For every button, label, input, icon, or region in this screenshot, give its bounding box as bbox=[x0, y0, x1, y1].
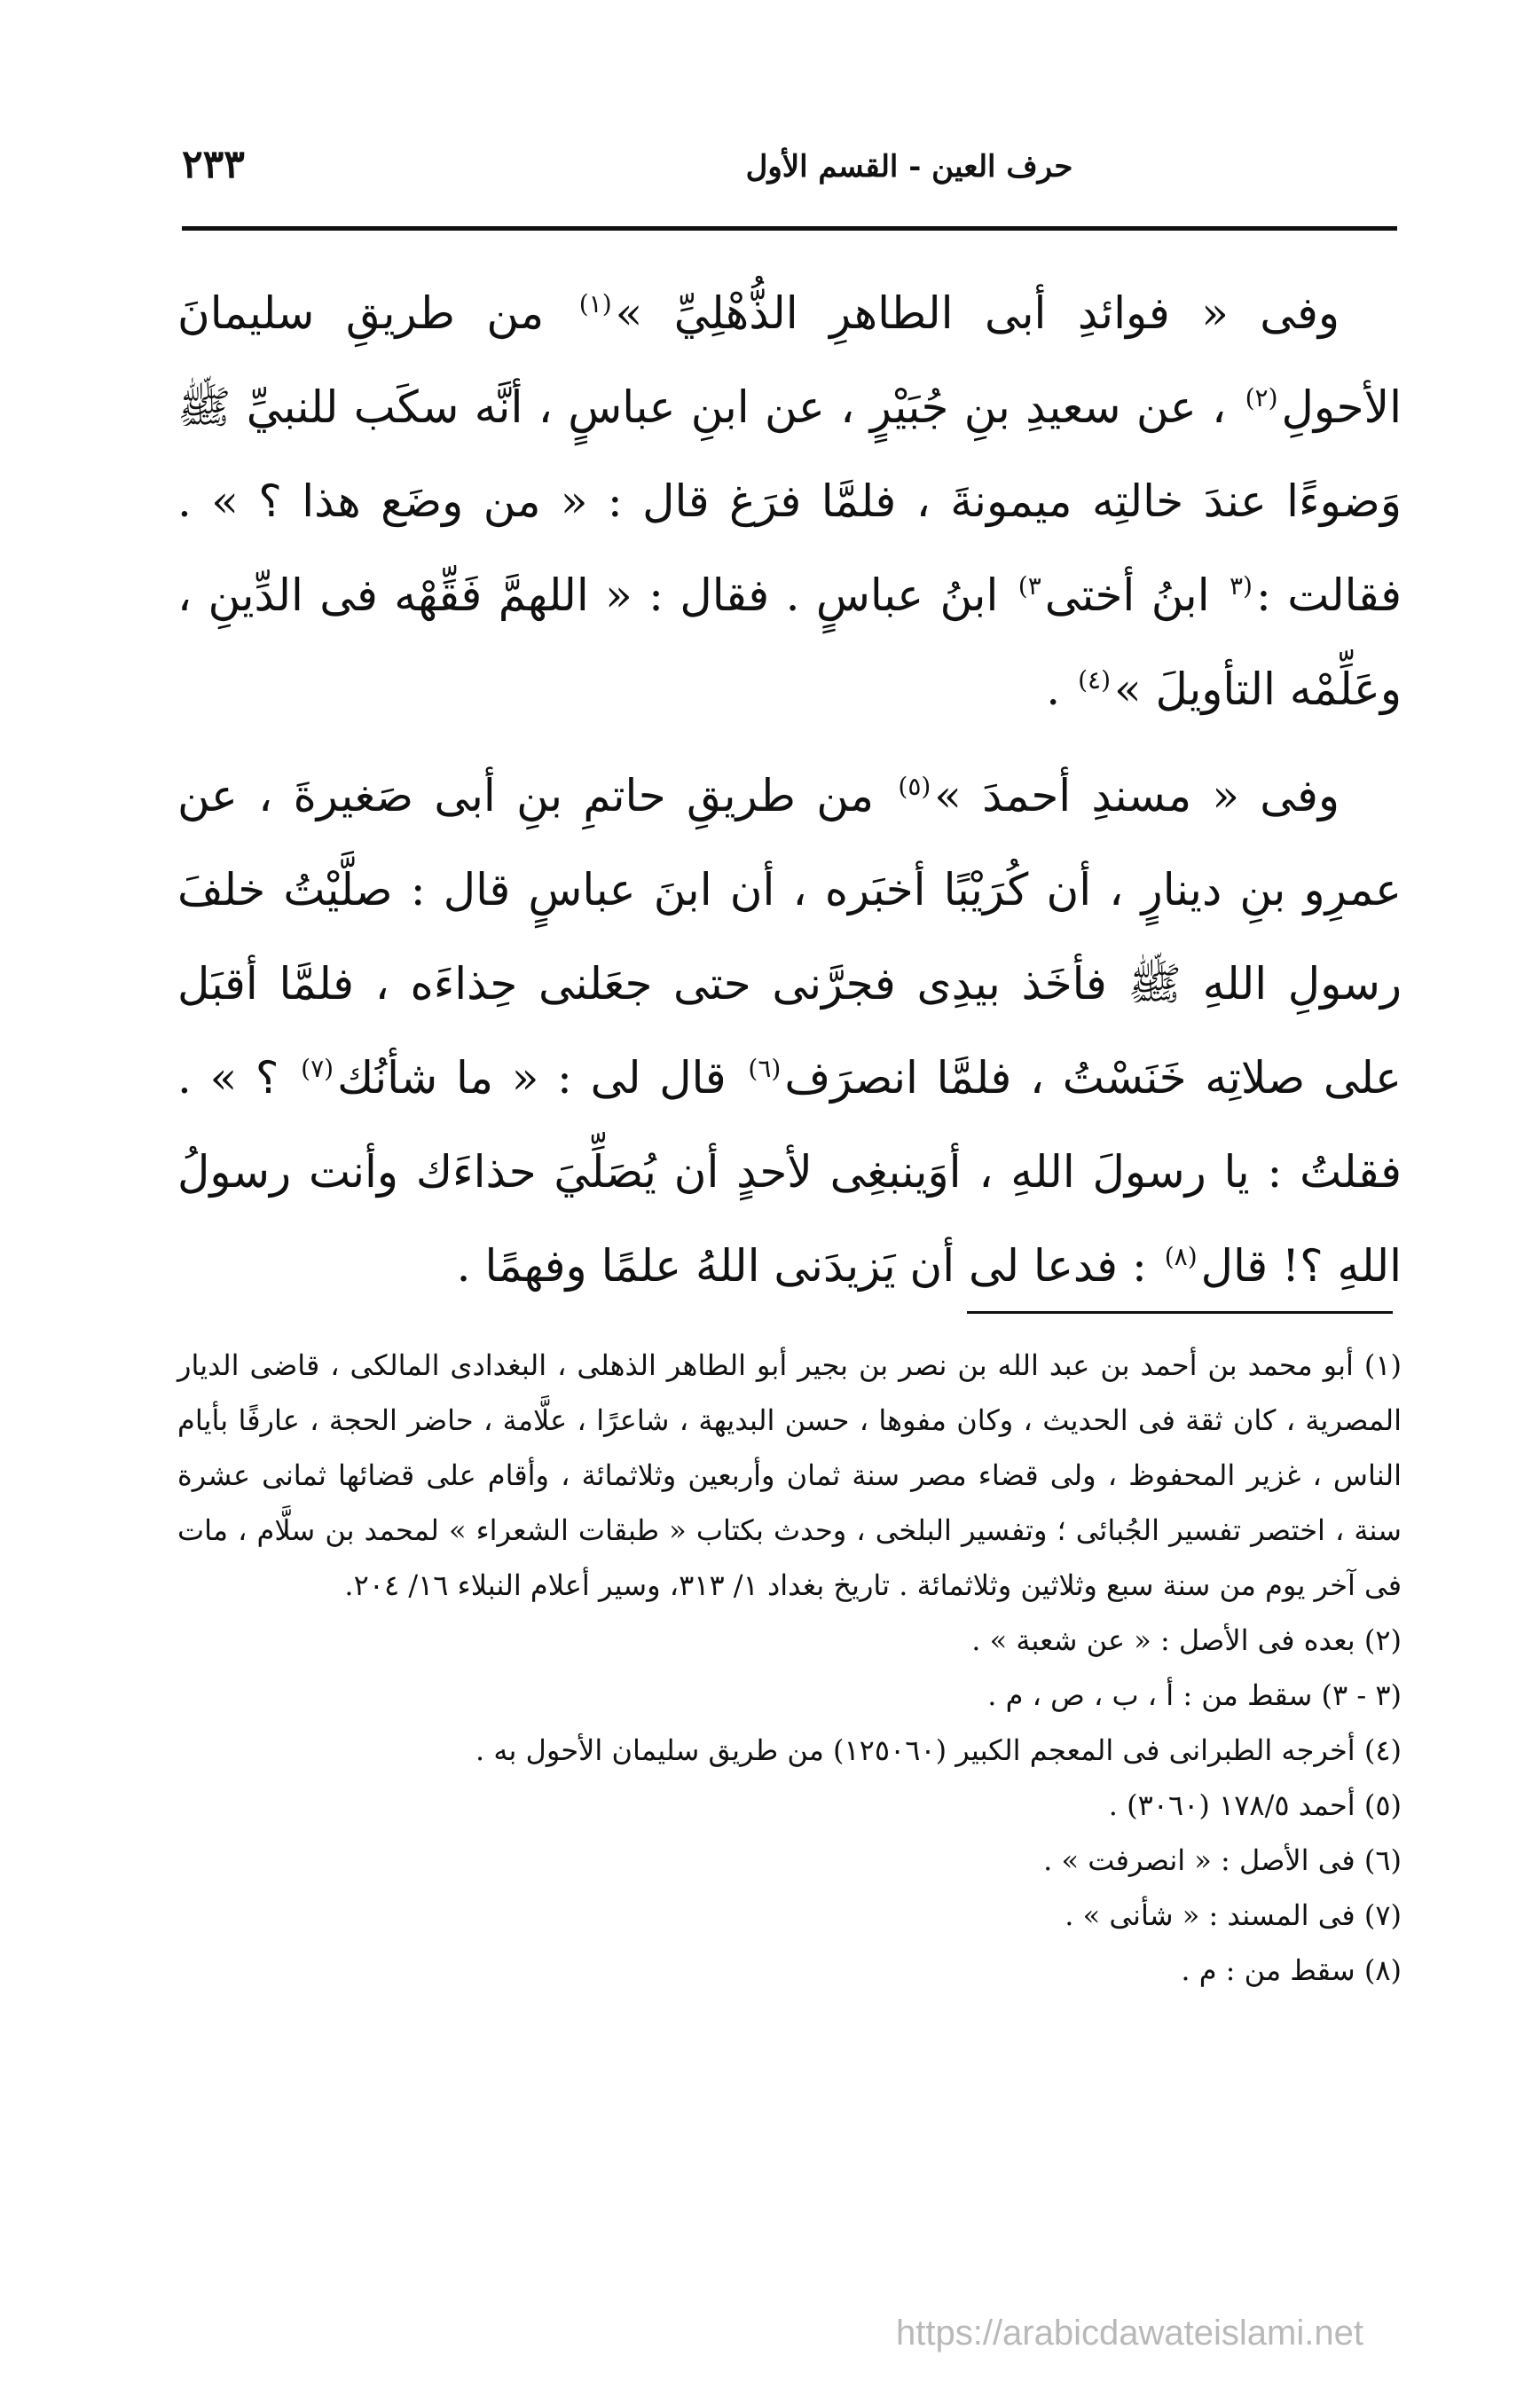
page-header bbox=[182, 133, 1397, 195]
footnotes bbox=[177, 1338, 1402, 1998]
paragraph-1 bbox=[177, 266, 1402, 736]
footnote-rule bbox=[967, 1311, 1393, 1314]
footnote-7: (٧) فى المسند : « شأنى » . bbox=[1065, 1898, 1402, 1932]
footnote-ref-8: (٨) bbox=[1164, 1242, 1198, 1272]
text-run: ، عن سعيدِ بنِ جُبَيْرٍ ، عن ابنِ عباسٍ ، أنَّه سكَب للنبيِّ ﷺ وَضوءًا عندَ خالتِه ميمونةَ ، فلمَّا فرَغ قال : « من وضَع هذا ؟ » . فقالت : bbox=[177, 381, 1402, 621]
text-run: وفى « فوائدِ أبى الطاهرِ الذُّهْلِيِّ » bbox=[615, 287, 1340, 339]
footnote-2: (٢) بعده فى الأصل : « عن شعبة » . bbox=[971, 1623, 1402, 1657]
text-run: . bbox=[1046, 664, 1075, 715]
text-run: وفى « مسندِ أحمدَ » bbox=[934, 770, 1340, 821]
main-text bbox=[177, 266, 1402, 1325]
header-rule bbox=[182, 226, 1397, 231]
footnote-ref-3-close: ٣) bbox=[1018, 571, 1041, 601]
text-run: من طريقِ حاتمِ بنِ أبى صَغيرةَ ، عن عمرِو بنِ دينارٍ ، أن كُرَيْبًا أخبَره ، أن ابنَ عباسٍ قال : صلَّيْتُ خلفَ رسولِ اللهِ ﷺ فأخَذ بيدِى فجرَّنى حتى جعَلنى حِذاءَه ، فلمَّا أقبَل على صلاتِه خَنَسْتُ ، فلمَّا انصرَف bbox=[177, 770, 1402, 1104]
text-run: : فدعا لى أن يَزيدَنى اللهُ علمًا وفهمًا . bbox=[456, 1240, 1161, 1292]
text-run: ؟ » . فقلتُ : يا رسولَ اللهِ ، أوَينبغِى لأحدٍ أن يُصَلِّيَ حذاءَك وأنت رسولُ اللهِ ؟! قال bbox=[177, 1052, 1402, 1292]
footnote-ref-6: (٦) bbox=[748, 1054, 782, 1084]
footnote-ref-2: (٢) bbox=[1245, 383, 1278, 413]
footnote-ref-3-open: (٣ bbox=[1230, 571, 1253, 601]
text-run: قال لى : « ما شأنُك bbox=[337, 1052, 745, 1104]
footnote-6: (٦) فى الأصل : « انصرفت » . bbox=[1043, 1843, 1402, 1877]
text-run: من طريقِ سليمانَ الأحولِ bbox=[177, 287, 1402, 433]
footnote-ref-1: (١) bbox=[578, 289, 612, 319]
footnote-8: (٨) سقط من : م . bbox=[1181, 1953, 1402, 1987]
footnote-ref-4: (٤) bbox=[1078, 665, 1111, 695]
footnote-5: (٥) أحمد ١٧٨/٥ (٣٠٦٠) . bbox=[1108, 1788, 1402, 1822]
footnote-ref-7: (٧) bbox=[301, 1054, 334, 1084]
page-number: ٢٣٣ bbox=[182, 142, 245, 187]
paragraph-2 bbox=[177, 749, 1402, 1313]
text-run: ابنُ عباسٍ . فقال : « اللهمَّ فَقِّهْه فى الدِّينِ ، وعَلِّمْه التأويلَ » bbox=[177, 570, 1402, 715]
watermark: https://arabicdawateislami.net bbox=[896, 2314, 1363, 2353]
footnote-1: (١) أبو محمد بن أحمد بن عبد الله بن نصر بن بجير أبو الطاهر الذهلى ، البغدادى المالكى ، قاضى الديار المصرية ، كان ثقة فى الحديث ، وكان مفوها ، حسن البديهة ، شاعرًا ، علَّامة ، حاضر الحجة ، عارفًا بأيام الناس ، غزير المحفوظ ، ولى قضاء مصر سنة ثمان وأربعين وثلاثمائة ، وأقام على قضائها ثمانى عشرة سنة ، اختصر تفسير الجُبائى ؛ وتفسير البلخى ، وحدث بكتاب « طبقات الشعراء » لمحمد بن سلَّام ، مات فى آخر يوم من سنة سبع وثلاثين وثلاثمائة . تاريخ بغداد ١/ ٣١٣، وسير أعلام النبلاء ١٦/ ٢٠٤. bbox=[177, 1348, 1402, 1602]
running-title: حرف العين - القسم الأول bbox=[745, 149, 1073, 185]
text-run: ابنُ أختى bbox=[1044, 570, 1226, 621]
footnote-4: (٤) أخرجه الطبرانى فى المعجم الكبير (١٢٥٠٦٠) من طريق سليمان الأحول به . bbox=[475, 1733, 1402, 1767]
footnote-ref-5: (٥) bbox=[898, 772, 931, 802]
footnote-3: (٣ - ٣) سقط من : أ ، ب ، ص ، م . bbox=[987, 1678, 1402, 1712]
